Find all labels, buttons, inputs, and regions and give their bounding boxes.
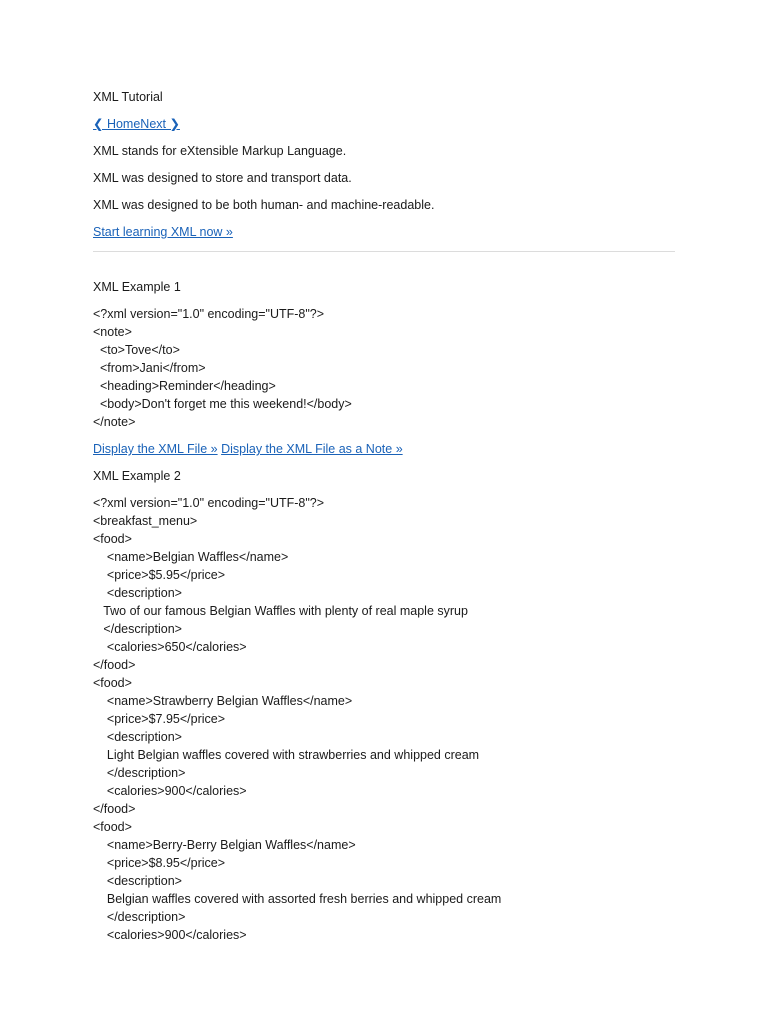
code-line: </description> <box>93 622 182 636</box>
code-line: </description> <box>93 766 186 780</box>
code-line: <?xml version="1.0" encoding="UTF-8"?> <box>93 496 325 510</box>
example1-links <box>93 440 675 458</box>
code-line: <breakfast_menu> <box>93 514 198 528</box>
code-line: <price>$7.95</price> <box>93 712 226 726</box>
code-line: <name>Strawberry Belgian Waffles</name> <box>93 694 353 708</box>
code-line: <name>Berry-Berry Belgian Waffles</name> <box>93 838 356 852</box>
code-line: <food> <box>93 532 132 546</box>
code-line: </note> <box>93 415 136 429</box>
code-line: </description> <box>93 910 186 924</box>
start-learning-link[interactable]: Start learning XML now » <box>93 225 233 239</box>
example1-heading: XML Example 1 <box>93 280 181 294</box>
page-content <box>93 88 675 953</box>
code-line: </food> <box>93 802 136 816</box>
intro-line-3: XML was designed to be both human- and machine-readable. <box>93 198 435 212</box>
divider <box>93 251 675 252</box>
code-line: <to>Tove</to> <box>93 343 180 357</box>
start-learning-row <box>93 223 675 241</box>
code-line: <note> <box>93 325 132 339</box>
code-line: Light Belgian waffles covered with strawberries and whipped cream <box>93 748 480 762</box>
code-line: <heading>Reminder</heading> <box>93 379 276 393</box>
code-line: <body>Don't forget me this weekend!</body> <box>93 397 352 411</box>
display-xml-file-link[interactable]: Display the XML File » <box>93 442 218 456</box>
code-line: <description> <box>93 730 182 744</box>
code-line: <description> <box>93 874 182 888</box>
next-link[interactable]: Next ❯ <box>140 117 180 131</box>
example2-code-block <box>93 494 675 944</box>
code-line: Two of our famous Belgian Waffles with plenty of real maple syrup <box>93 604 468 618</box>
code-line: <calories>650</calories> <box>93 640 247 654</box>
page-title: XML Tutorial <box>93 90 163 104</box>
code-line: <calories>900</calories> <box>93 784 247 798</box>
code-line: </food> <box>93 658 136 672</box>
example1-code-block <box>93 305 675 431</box>
code-line: <price>$5.95</price> <box>93 568 226 582</box>
home-link[interactable]: ❮ Home <box>93 117 141 131</box>
intro-line-1: XML stands for eXtensible Markup Language. <box>93 144 347 158</box>
code-line: <price>$8.95</price> <box>93 856 226 870</box>
tutorial-nav <box>93 115 675 133</box>
code-line: Belgian waffles covered with assorted fresh berries and whipped cream <box>93 892 502 906</box>
code-line: <name>Belgian Waffles</name> <box>93 550 289 564</box>
code-line: <description> <box>93 586 182 600</box>
code-line: <from>Jani</from> <box>93 361 206 375</box>
code-line: <?xml version="1.0" encoding="UTF-8"?> <box>93 307 325 321</box>
code-line: <calories>900</calories> <box>93 928 247 942</box>
display-xml-note-link[interactable]: Display the XML File as a Note » <box>221 442 403 456</box>
intro-line-2: XML was designed to store and transport data. <box>93 171 352 185</box>
example2-heading: XML Example 2 <box>93 469 181 483</box>
code-line: <food> <box>93 820 132 834</box>
code-line: <food> <box>93 676 132 690</box>
